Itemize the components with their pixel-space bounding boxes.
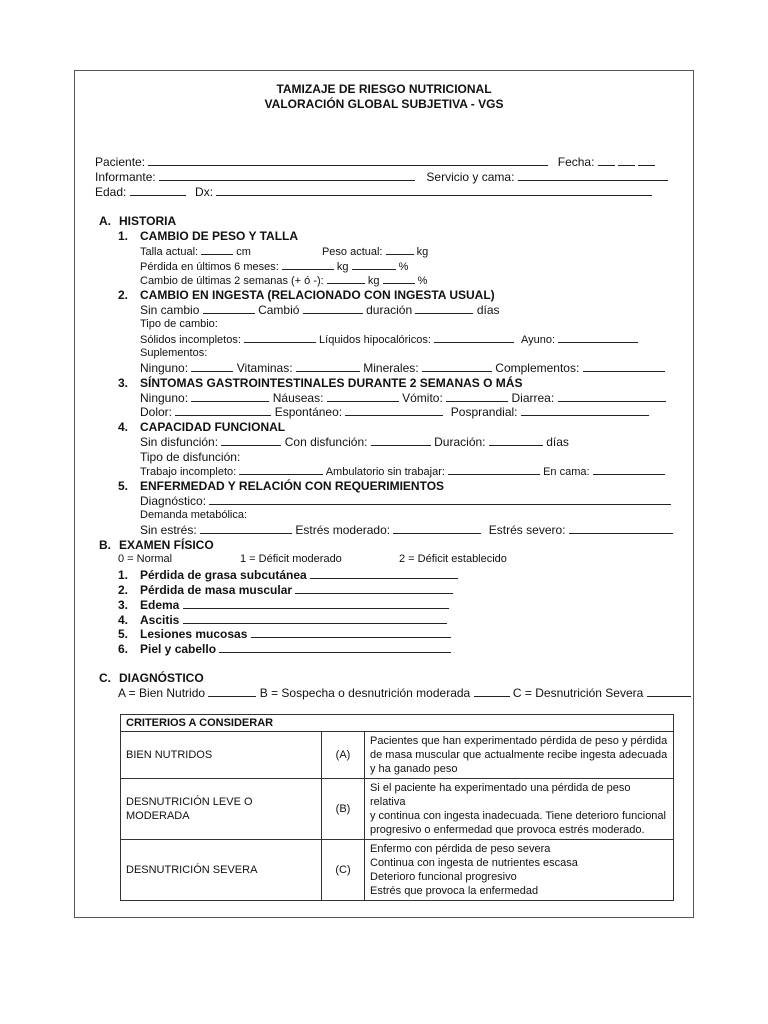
criterio-name: BIEN NUTRIDOS: [121, 732, 322, 779]
informante-row: [95, 170, 668, 184]
examen-item: 2. Pérdida de masa muscular: [118, 583, 453, 597]
espontaneo-line[interactable]: [345, 405, 443, 416]
demanda-label: Demanda metabólica:: [140, 509, 248, 521]
lesiones-line[interactable]: [251, 627, 451, 638]
table-row: [121, 840, 674, 901]
trabajo-row: Trabajo incompleto: Ambulatorio sin trabajar: En cama:: [140, 464, 665, 478]
disfuncion-row: Sin disfunción: Con disfunción: Duración: días: [140, 435, 569, 449]
section-5-heading: 5. ENFERMEDAD Y RELACIÓN CON REQUERIMIENTOS: [118, 479, 445, 493]
estres-moderado-line[interactable]: [393, 523, 481, 534]
duracion-disf-line[interactable]: [489, 435, 543, 446]
table-row: [121, 732, 674, 779]
con-disfuncion-line[interactable]: [371, 435, 431, 446]
form-subtitle: VALORACIÓN GLOBAL SUBJETIVA - VGS: [264, 97, 504, 111]
diagnostico-line[interactable]: [209, 494, 671, 505]
dx-line[interactable]: [216, 185, 652, 196]
examen-item: 5. Lesiones mucosas: [118, 627, 451, 641]
informante-label: Informante:: [95, 170, 156, 184]
table-header-row: [121, 715, 674, 732]
dx-label: Dx:: [195, 185, 214, 199]
sin-disfuncion-line[interactable]: [221, 435, 281, 446]
bien-nutrido-line[interactable]: [208, 686, 256, 697]
criterio-name: DESNUTRICIÓN LEVE O MODERADA: [121, 779, 322, 840]
minerales-line[interactable]: [422, 361, 492, 372]
examen-heading: B. EXAMEN FÍSICO: [99, 538, 214, 552]
suplementos-row: Ninguno: Vitaminas: Minerales: Complementos:: [140, 361, 665, 375]
solidos-line[interactable]: [244, 332, 316, 343]
paciente-line[interactable]: [148, 155, 548, 166]
severa-line[interactable]: [647, 686, 691, 697]
sin-estres-line[interactable]: [200, 523, 292, 534]
criterios-table: [120, 714, 674, 901]
talla-row: Talla actual: cm Peso actual: kg: [140, 246, 429, 258]
nauseas-line[interactable]: [327, 391, 399, 402]
criterio-code: (C): [322, 840, 365, 901]
vitaminas-line[interactable]: [296, 361, 360, 372]
section-3-heading: 3. SÍNTOMAS GASTROINTESTINALES DURANTE 2 SEMANAS O MÁS: [118, 376, 523, 390]
paciente-row: [95, 155, 655, 169]
masa-line[interactable]: [295, 583, 453, 594]
ninguno-line[interactable]: [191, 361, 233, 372]
edad-line[interactable]: [130, 185, 186, 196]
suplementos-label: Suplementos:: [140, 347, 208, 359]
sin-cambio-row: Sin cambio Cambió duración días: [140, 303, 500, 317]
estres-row: Sin estrés: Estrés moderado: Estrés severo:: [140, 523, 673, 537]
criterio-desc: Enfermo con pérdida de peso severa Continua con ingesta de nutrientes escasa Deterioro funcional progresivo Estrés que provoca la enfermedad: [365, 840, 674, 901]
fecha-day-line[interactable]: [598, 155, 615, 166]
duracion-line[interactable]: [415, 303, 473, 314]
perdida-pct-line[interactable]: [352, 259, 396, 270]
edad-label: Edad:: [95, 185, 127, 199]
criterio-code: (A): [322, 732, 365, 779]
diagnostico-options: A = Bien Nutrido B = Sospecha o desnutrición moderada C = Desnutrición Severa: [118, 686, 691, 700]
ambulatorio-line[interactable]: [448, 464, 540, 475]
fecha-month-line[interactable]: [618, 155, 635, 166]
peso-actual-line[interactable]: [386, 244, 414, 255]
edad-row: [95, 185, 652, 199]
complementos-line[interactable]: [583, 361, 665, 372]
ayuno-line[interactable]: [558, 332, 638, 343]
form-title: TAMIZAJE DE RIESGO NUTRICIONAL: [276, 82, 492, 96]
dolor-line[interactable]: [175, 405, 271, 416]
cambio-row: Cambio de últimas 2 semanas (+ ó -): kg %: [140, 275, 428, 287]
paciente-label: Paciente:: [95, 155, 146, 169]
tipo-disfuncion-label: Tipo de disfunción:: [140, 450, 241, 464]
examen-item: 1. Pérdida de grasa subcutánea: [118, 568, 458, 582]
vomito-line[interactable]: [446, 391, 508, 402]
scale-2: 2 = Déficit establecido: [399, 553, 507, 565]
sintomas-row-1: Ninguno: Náuseas: Vómito: Diarrea:: [140, 391, 666, 405]
scale-1: 1 = Déficit moderado: [240, 553, 342, 565]
sin-cambio-line[interactable]: [203, 303, 255, 314]
sintomas-ninguno-line[interactable]: [191, 391, 269, 402]
servicio-line[interactable]: [518, 170, 668, 181]
informante-line[interactable]: [159, 170, 415, 181]
fecha-label: Fecha:: [557, 155, 595, 169]
fecha-year-line[interactable]: [638, 155, 655, 166]
ascitis-line[interactable]: [183, 613, 447, 624]
servicio-label: Servicio y cama:: [426, 170, 515, 184]
section-2-heading: 2. CAMBIO EN INGESTA (RELACIONADO CON INGESTA USUAL): [118, 288, 495, 302]
liquidos-line[interactable]: [434, 332, 514, 343]
diagnostico-row: Diagnóstico:: [140, 494, 671, 508]
trabajo-line[interactable]: [239, 464, 323, 475]
en-cama-line[interactable]: [593, 464, 665, 475]
grasa-line[interactable]: [310, 568, 458, 579]
examen-item: 6. Piel y cabello: [118, 642, 451, 656]
sospecha-line[interactable]: [474, 686, 510, 697]
posprandial-line[interactable]: [521, 405, 649, 416]
solidos-row: Sólidos incompletos: Líquidos hipocalóricos: Ayuno:: [140, 332, 638, 346]
table-row: [121, 779, 674, 840]
cambio-line[interactable]: [303, 303, 363, 314]
scale-0: 0 = Normal: [118, 553, 173, 565]
examen-item: 4. Ascitis: [118, 613, 447, 627]
diagnostico-heading: C. DIAGNÓSTICO: [99, 671, 204, 685]
perdida-kg-line[interactable]: [282, 259, 334, 270]
perdida-row: Pérdida en últimos 6 meses: kg %: [140, 261, 409, 273]
edema-line[interactable]: [183, 598, 449, 609]
diarrea-line[interactable]: [558, 391, 666, 402]
criterio-desc: Pacientes que han experimentado pérdida de peso y pérdida de masa muscular que actualmente recibe ingesta adecuada y ha ganado peso: [365, 732, 674, 779]
section-1-heading: 1. CAMBIO DE PESO Y TALLA: [118, 229, 299, 243]
section-4-heading: 4. CAPACIDAD FUNCIONAL: [118, 420, 286, 434]
talla-line[interactable]: [201, 244, 233, 255]
piel-line[interactable]: [219, 642, 451, 653]
examen-item: 3. Edema: [118, 598, 449, 612]
historia-heading: A. HISTORIA: [99, 214, 177, 228]
estres-severo-line[interactable]: [569, 523, 673, 534]
criterio-desc: Si el paciente ha experimentado una pérdida de peso relativa y continua con ingesta inadecuada. Tiene deterioro funcional progresivo o enfermedad que provoca estrés moderado.: [365, 779, 674, 840]
cambio-pct-line[interactable]: [383, 273, 415, 284]
sintomas-row-2: Dolor: Espontáneo: Posprandial:: [140, 405, 649, 419]
criterios-header: CRITERIOS A CONSIDERAR: [121, 715, 674, 732]
criterio-code: (B): [322, 779, 365, 840]
cambio-kg-line[interactable]: [327, 273, 365, 284]
tipo-cambio-label: Tipo de cambio:: [140, 318, 218, 330]
criterio-name: DESNUTRICIÓN SEVERA: [121, 840, 322, 901]
